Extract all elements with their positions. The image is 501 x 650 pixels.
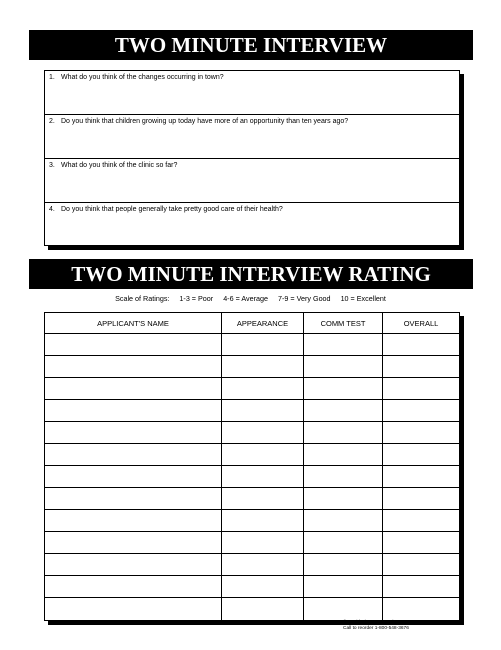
question-item — [45, 71, 459, 115]
question-number: 2. — [49, 118, 55, 125]
comm-test-cell[interactable] — [304, 422, 383, 443]
reorder-text: Call to reorder 1-800-548-3676 — [343, 626, 409, 631]
table-row — [45, 400, 459, 422]
overall-cell[interactable] — [383, 378, 459, 399]
rating-title-banner: TWO MINUTE INTERVIEW RATING — [29, 259, 473, 289]
table-row — [45, 488, 459, 510]
form-title-banner: TWO MINUTE INTERVIEW — [29, 30, 473, 60]
column-header-comm-test: COMM TEST — [304, 313, 383, 333]
question-item — [45, 115, 459, 159]
name-cell[interactable] — [45, 510, 222, 531]
question-number: 4. — [49, 206, 55, 213]
comm-test-cell[interactable] — [304, 488, 383, 509]
overall-cell[interactable] — [383, 510, 459, 531]
appearance-cell[interactable] — [222, 334, 304, 355]
question-text: What do you think of the changes occurring in town? — [61, 74, 224, 81]
copyright-text: © David Singer Enterprises — [343, 620, 401, 625]
comm-test-cell[interactable] — [304, 378, 383, 399]
item-number: Item #144A — [436, 620, 461, 625]
overall-cell[interactable] — [383, 422, 459, 443]
name-cell[interactable] — [45, 378, 222, 399]
column-header-name: APPLICANT'S NAME — [45, 313, 222, 333]
overall-cell[interactable] — [383, 532, 459, 553]
appearance-cell[interactable] — [222, 356, 304, 377]
rating-scale — [0, 294, 501, 303]
comm-test-cell[interactable] — [304, 400, 383, 421]
appearance-cell[interactable] — [222, 532, 304, 553]
column-header-appearance: APPEARANCE — [222, 313, 304, 333]
overall-cell[interactable] — [383, 466, 459, 487]
comm-test-cell[interactable] — [304, 334, 383, 355]
name-cell[interactable] — [45, 466, 222, 487]
appearance-cell[interactable] — [222, 510, 304, 531]
appearance-cell[interactable] — [222, 466, 304, 487]
comm-test-cell[interactable] — [304, 466, 383, 487]
name-cell[interactable] — [45, 598, 222, 620]
scale-item: 10 = Excellent — [340, 294, 386, 303]
appearance-cell[interactable] — [222, 554, 304, 575]
name-cell[interactable] — [45, 422, 222, 443]
table-row — [45, 532, 459, 554]
question-text: What do you think of the clinic so far? — [61, 162, 178, 169]
table-row — [45, 444, 459, 466]
comm-test-cell[interactable] — [304, 598, 383, 620]
appearance-cell[interactable] — [222, 422, 304, 443]
table-row — [45, 576, 459, 598]
scale-label: Scale of Ratings: — [115, 294, 170, 303]
overall-cell[interactable] — [383, 400, 459, 421]
scale-item: 4-6 = Average — [223, 294, 269, 303]
table-row — [45, 356, 459, 378]
comm-test-cell[interactable] — [304, 554, 383, 575]
table-row — [45, 554, 459, 576]
appearance-cell[interactable] — [222, 378, 304, 399]
scale-item: 1-3 = Poor — [179, 294, 214, 303]
question-number: 1. — [49, 74, 55, 81]
question-text: Do you think that people generally take pretty good care of their health? — [61, 206, 283, 213]
question-item — [45, 159, 459, 203]
table-row — [45, 598, 459, 620]
question-text: Do you think that children growing up today have more of an opportunity than ten years ago? — [61, 118, 349, 125]
overall-cell[interactable] — [383, 334, 459, 355]
name-cell[interactable] — [45, 444, 222, 465]
footer-publisher — [343, 620, 409, 632]
appearance-cell[interactable] — [222, 444, 304, 465]
comm-test-cell[interactable] — [304, 576, 383, 597]
table-row — [45, 510, 459, 532]
overall-cell[interactable] — [383, 444, 459, 465]
comm-test-cell[interactable] — [304, 444, 383, 465]
table-row — [45, 422, 459, 444]
table-header-row — [45, 313, 459, 334]
overall-cell[interactable] — [383, 356, 459, 377]
appearance-cell[interactable] — [222, 488, 304, 509]
table-row — [45, 334, 459, 356]
overall-cell[interactable] — [383, 576, 459, 597]
rating-table — [44, 312, 460, 621]
overall-cell[interactable] — [383, 488, 459, 509]
appearance-cell[interactable] — [222, 598, 304, 620]
scale-item: 7-9 = Very Good — [278, 294, 331, 303]
table-row — [45, 378, 459, 400]
appearance-cell[interactable] — [222, 576, 304, 597]
name-cell[interactable] — [45, 554, 222, 575]
question-number: 3. — [49, 162, 55, 169]
column-header-overall: OVERALL — [403, 318, 439, 328]
name-cell[interactable] — [45, 400, 222, 421]
comm-test-cell[interactable] — [304, 510, 383, 531]
comm-test-cell[interactable] — [304, 356, 383, 377]
name-cell[interactable] — [45, 532, 222, 553]
questions-box — [44, 70, 460, 246]
overall-cell[interactable] — [383, 554, 459, 575]
name-cell[interactable] — [45, 334, 222, 355]
overall-cell[interactable] — [383, 598, 459, 620]
question-item — [45, 203, 459, 247]
comm-test-cell[interactable] — [304, 532, 383, 553]
name-cell[interactable] — [45, 576, 222, 597]
name-cell[interactable] — [45, 356, 222, 377]
appearance-cell[interactable] — [222, 400, 304, 421]
table-row — [45, 466, 459, 488]
name-cell[interactable] — [45, 488, 222, 509]
